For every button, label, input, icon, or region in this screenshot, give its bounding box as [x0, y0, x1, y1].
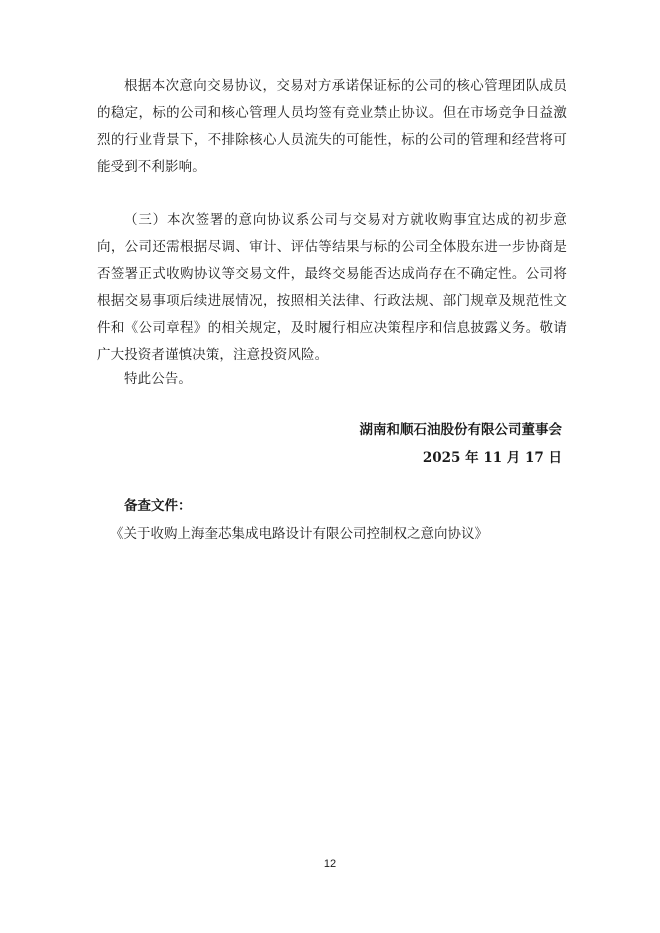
paragraph-intent-agreement-uncertainty: （三）本次签署的意向协议系公司与交易对方就收购事宜达成的初步意向，公司还需根据尽调、审计、评估等结果与标的公司全体股东进一步协商是否签署正式收购协议等交易文件，最终交易能否达成尚存在不确定性。公司将根据交易事项后续进展情况，按照相关法律、行政法规、部门规章及规范性文件和《公司章程》的相关规定，及时履行相应决策程序和信息披露义务。敬请广大投资者谨慎决策，注意投资风险。: [97, 212, 567, 363]
signature-company: 湖南和顺石油股份有限公司董事会: [359, 422, 562, 438]
page-number: 12: [323, 858, 337, 870]
reference-documents-title: 备查文件：: [124, 498, 192, 514]
reference-document-item: 《关于收购上海奎芯集成电路设计有限公司控制权之意向协议》: [110, 526, 488, 542]
closing-remark: 特此公告。: [124, 371, 192, 387]
signature-date: 2025 年 11 月 17 日: [422, 450, 562, 466]
paragraph-core-team-risk: 根据本次意向交易协议，交易对方承诺保证标的公司的核心管理团队成员的稳定，标的公司和核心管理人员均签有竞业禁止协议。但在市场竞争日益激烈的行业背景下，不排除核心人员流失的可能性，标的公司的管理和经营将可能受到不利影响。: [97, 78, 567, 175]
